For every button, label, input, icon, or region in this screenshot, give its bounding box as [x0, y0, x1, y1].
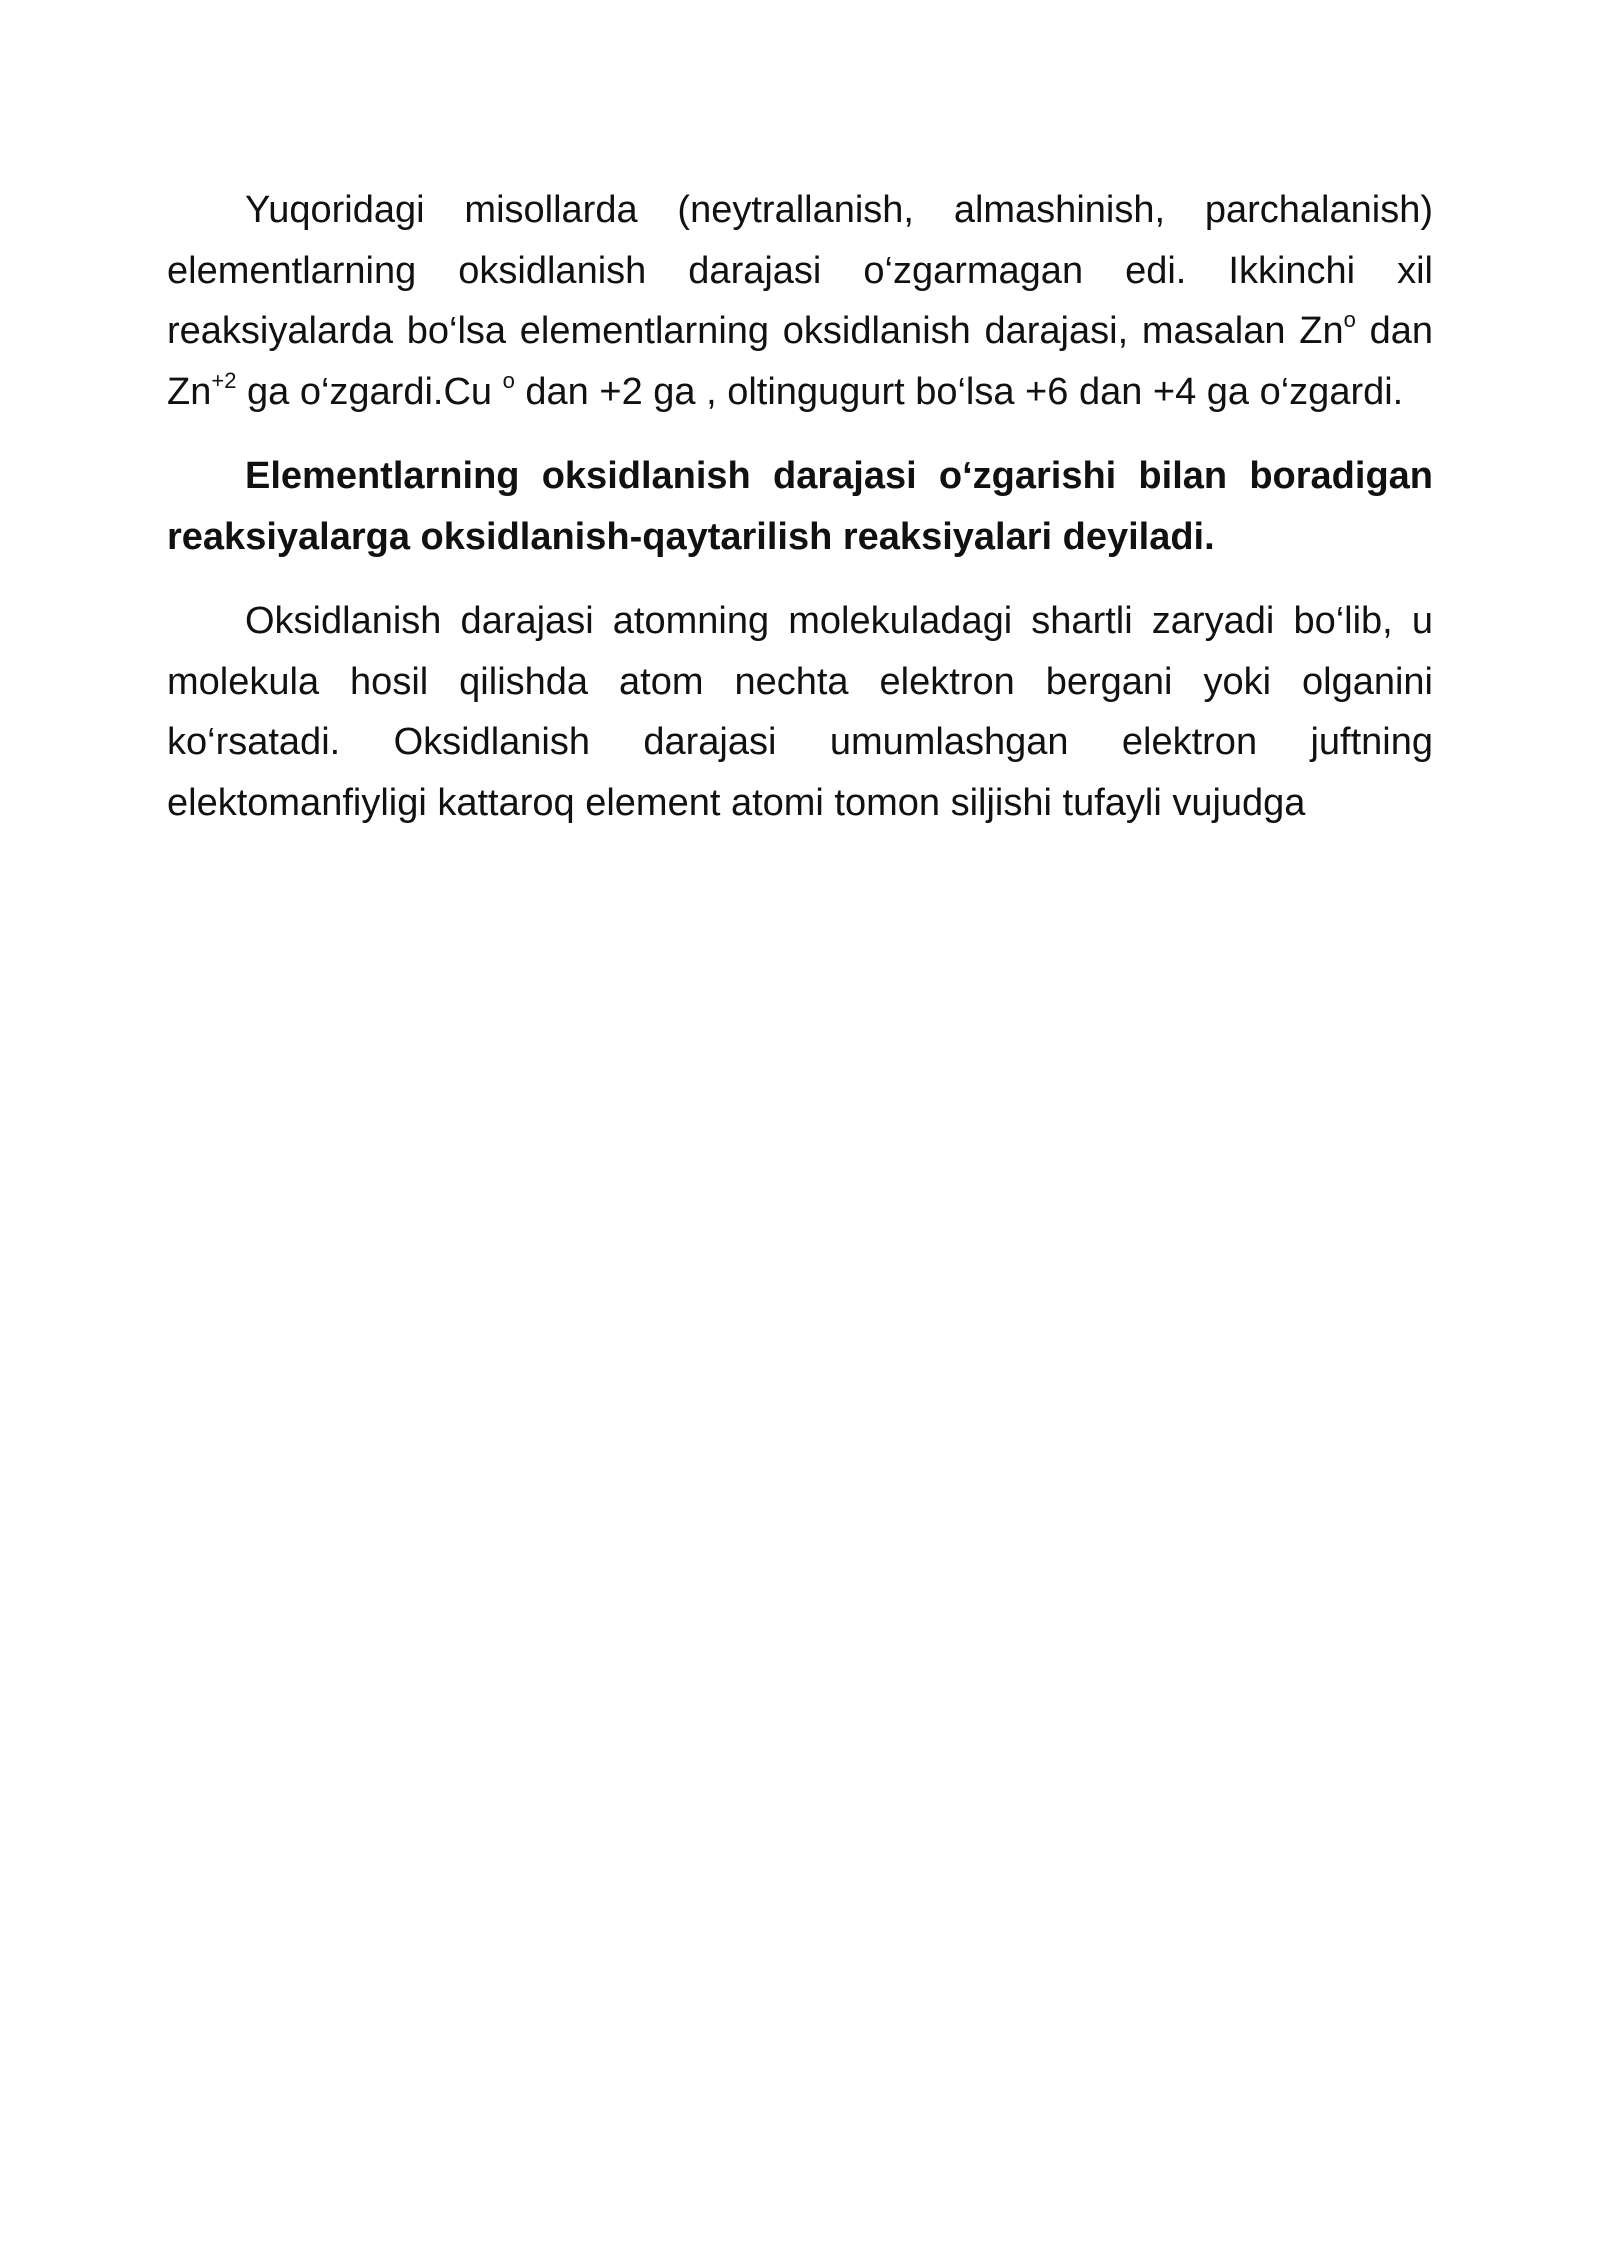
superscript-plus-two: +2: [211, 367, 237, 393]
paragraph-text: Yuqoridagi misollarda (neytrallanish, almashinish, parchalanish) elementlarning oksidlanish darajasi o‘zgarmagan edi. Ikkinchi xil reaksiyalarda bo‘lsa elementlarning oksidlanish darajasi, masalan Zn: [167, 189, 1433, 352]
paragraph-text: dan +2 ga , oltingugurt bo‘lsa +6 dan +4 ga o‘zgardi.: [514, 370, 1404, 413]
superscript-zero: o: [502, 367, 515, 393]
superscript-zero: o: [1343, 307, 1356, 332]
document-body: [167, 180, 1433, 857]
paragraph-oxidation-examples: [167, 180, 1433, 422]
paragraph-text: ga o‘zgardi.Cu: [236, 370, 503, 413]
paragraph-oxidation-state: Oksidlanish darajasi atomning molekuladagi shartli zaryadi bo‘lib, u molekula hosil qilishda atom nechta elektron bergani yoki olganini ko‘rsatadi. Oksidlanish darajasi umumlashgan elektron juftning elektomanfiyligi kattaroq element atomi tomon siljishi tufayli vujudga: [167, 600, 1433, 824]
paragraph-text: dan Zn: [167, 310, 1434, 413]
paragraph-definition: Elementlarning oksidlanish darajasi o‘zgarishi bilan boradigan reaksiyalarga oksidlanish-qaytarilish reaksiyalari deyiladi.: [167, 455, 1433, 558]
